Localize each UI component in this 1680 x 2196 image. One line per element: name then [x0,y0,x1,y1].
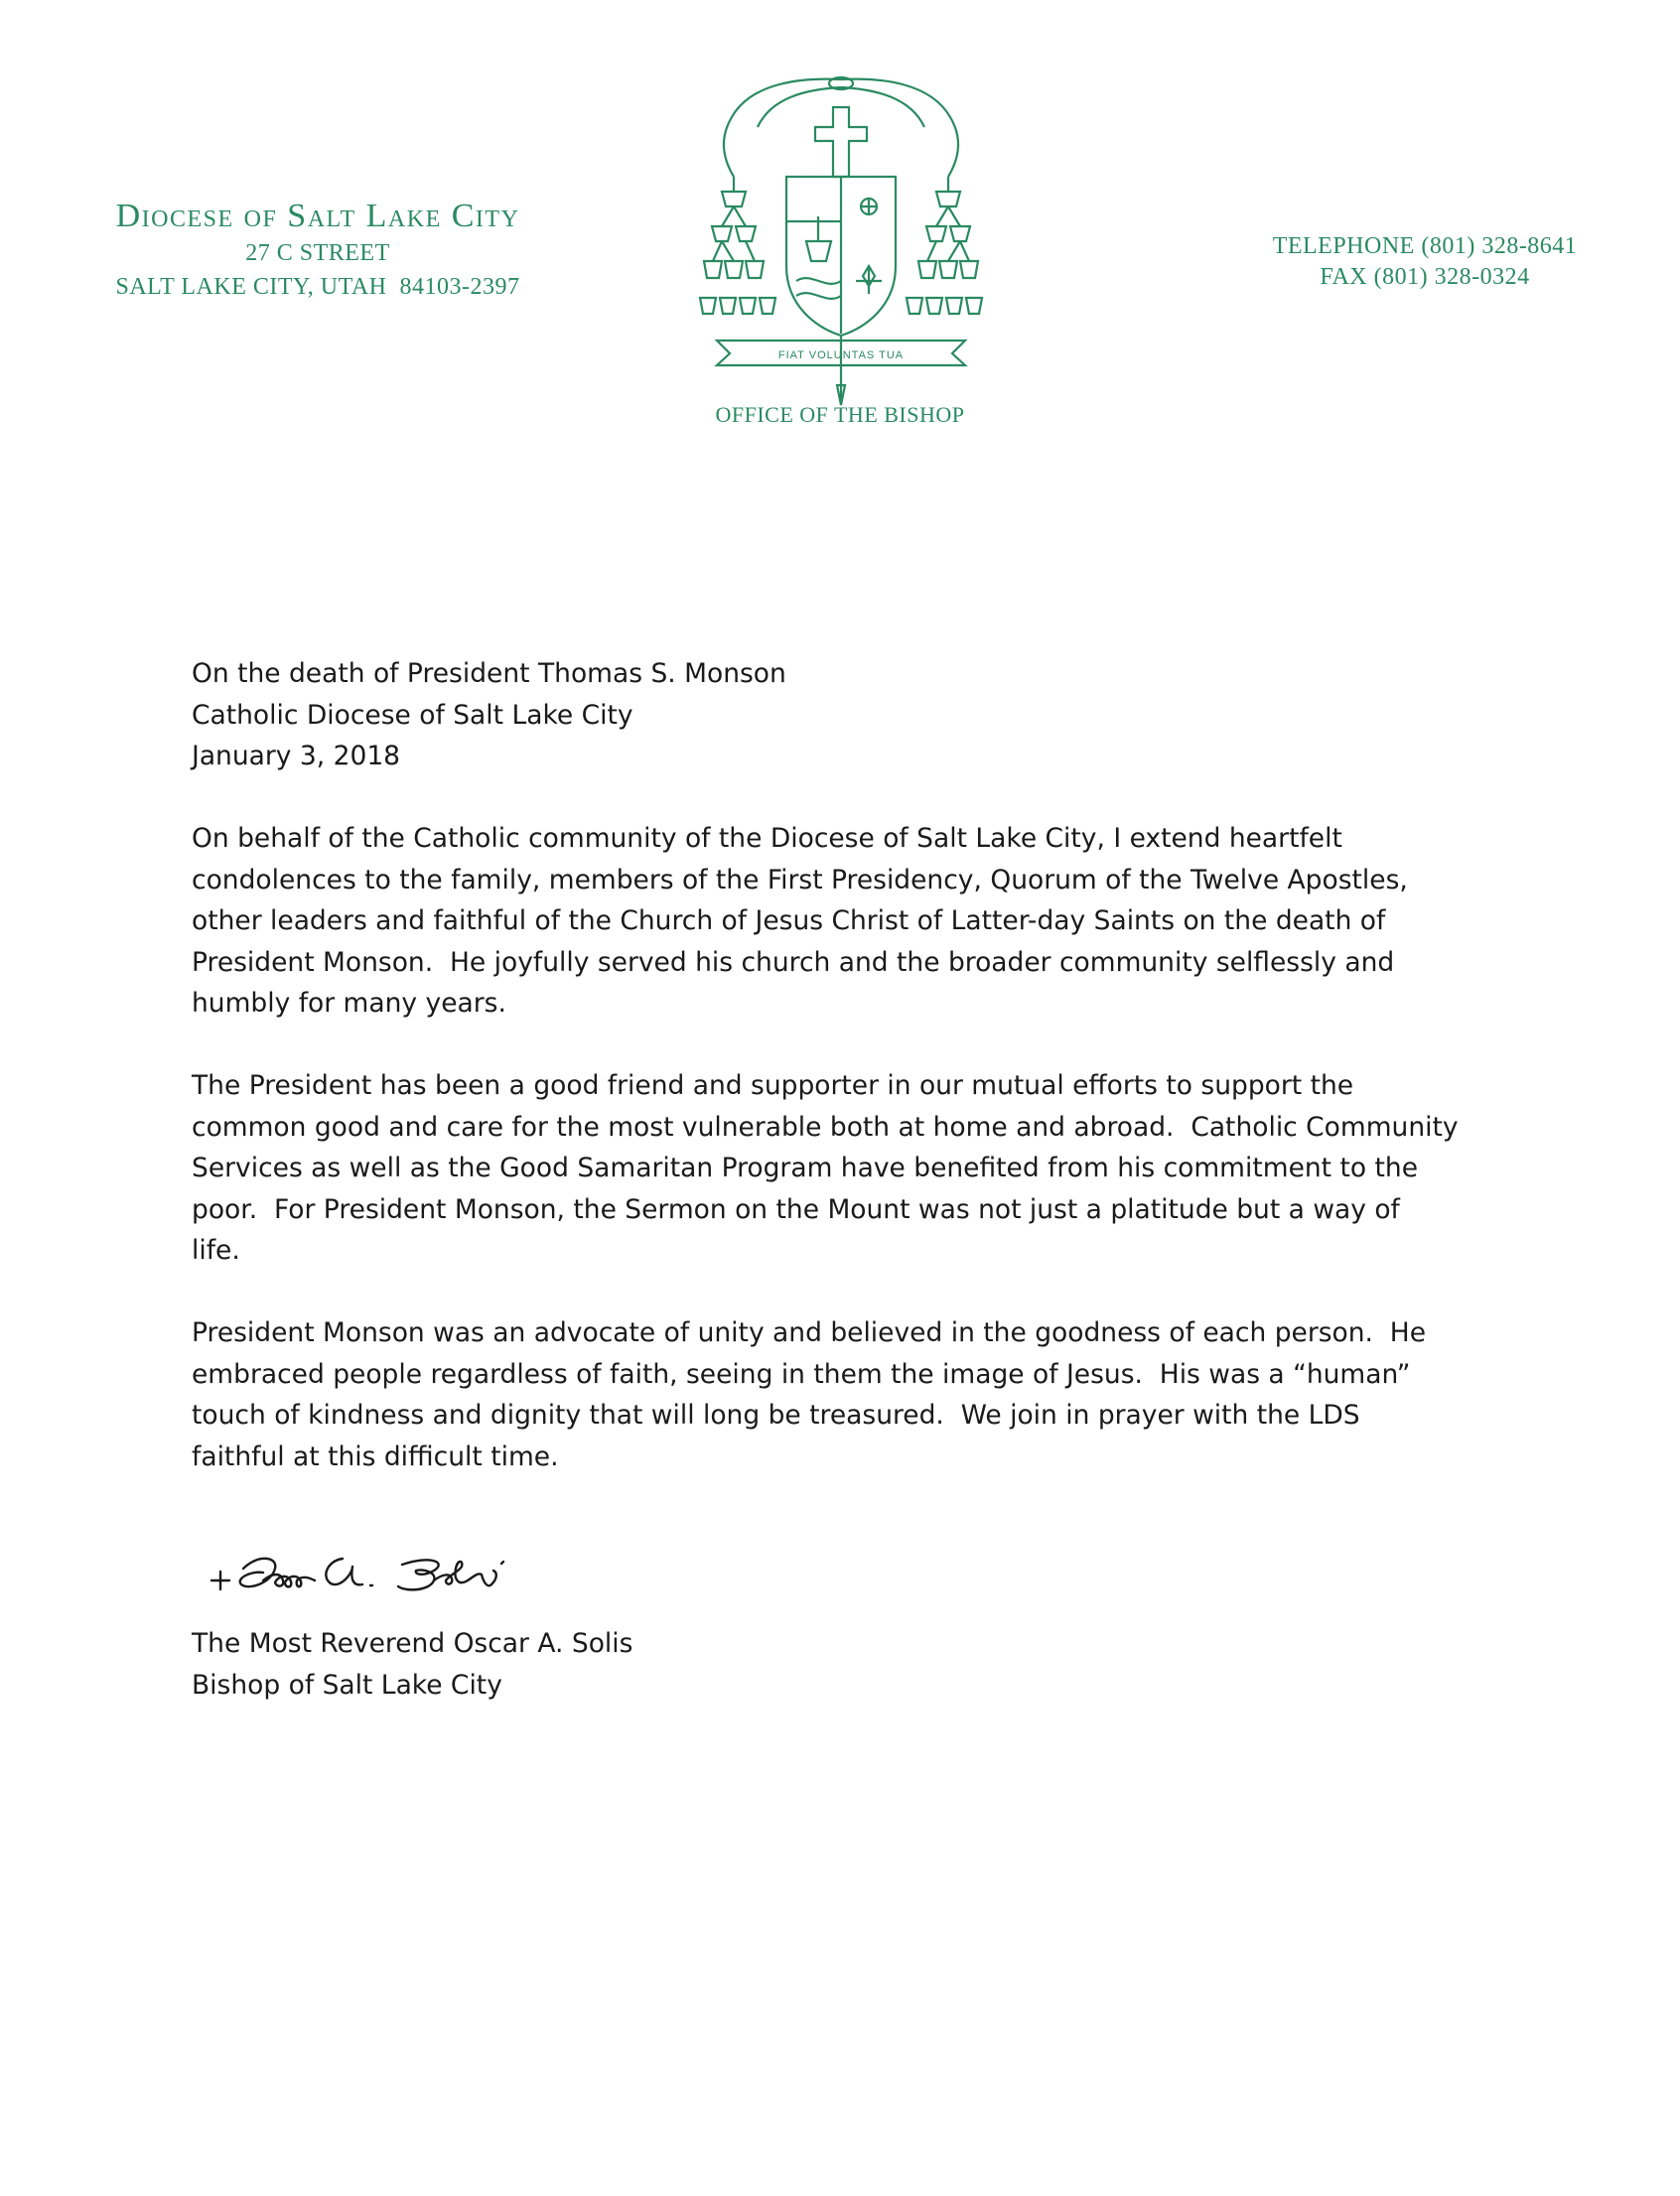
text-line: President Monson. He joyfully served his church and the broader community selflessly and [192,946,1395,978]
text-line: The President has been a good friend and supporter in our mutual efforts to support the [192,1070,1354,1101]
handwritten-signature [204,1529,571,1608]
city-address: SALT LAKE CITY, UTAH 84103-2397 [115,274,520,300]
text-line: life. [192,1235,240,1266]
coat-of-arms-icon [692,68,990,420]
text-line: President Monson was an advocate of unity and believed in the goodness of each person. He [192,1317,1427,1348]
letterhead-address [60,197,576,304]
letterhead-contact [1246,231,1604,293]
text-line: humbly for many years. [192,988,506,1019]
paragraph-1 [192,818,1532,1025]
signer-title: Bishop of Salt Lake City [192,1669,502,1701]
text-line: embraced people regardless of faith, seeing in them the image of Jesus. His was a “human” [192,1358,1411,1390]
text-line: touch of kindness and dignity that will long be treasured. We join in prayer with the LDS [192,1400,1360,1431]
text-line: faithful at this difficult time. [192,1441,559,1472]
paragraph-3 [192,1312,1532,1477]
diocese-name: Diocese of Salt Lake City [115,198,520,234]
text-line: poor. For President Monson, the Sermon on the Mount was not just a platitude but a way of [192,1193,1400,1225]
date-line: January 3, 2018 [192,741,401,771]
signature-block [192,1623,1532,1706]
street-address: 27 C STREET [245,240,390,266]
paragraph-2 [192,1065,1532,1272]
telephone: TELEPHONE (801) 328-8641 [1272,233,1578,259]
text-line: other leaders and faithful of the Church of Jesus Christ of Latter-day Saints on the death of [192,905,1386,936]
office-label: OFFICE OF THE BISHOP [715,402,965,427]
fax: FAX (801) 328-0324 [1320,264,1530,290]
sender-line: Catholic Diocese of Salt Lake City [192,699,633,731]
text-line: condolences to the family, members of the First Presidency, Quorum of the Twelve Apostles, [192,864,1408,895]
text-line: Services as well as the Good Samaritan Program have benefited from his commitment to the [192,1153,1418,1183]
text-line: On behalf of the Catholic community of the Diocese of Salt Lake City, I extend heartfelt [192,823,1342,854]
subject-line: On the death of President Thomas S. Monson [192,658,786,689]
text-line: common good and care for the most vulnerable both at home and abroad. Catholic Community [192,1111,1459,1143]
motto-text: FIAT VOLUNTAS TUA [777,349,905,361]
letter-header [192,653,1532,777]
signer-name: The Most Reverend Oscar A. Solis [192,1628,633,1659]
letter-body [192,653,1532,1477]
